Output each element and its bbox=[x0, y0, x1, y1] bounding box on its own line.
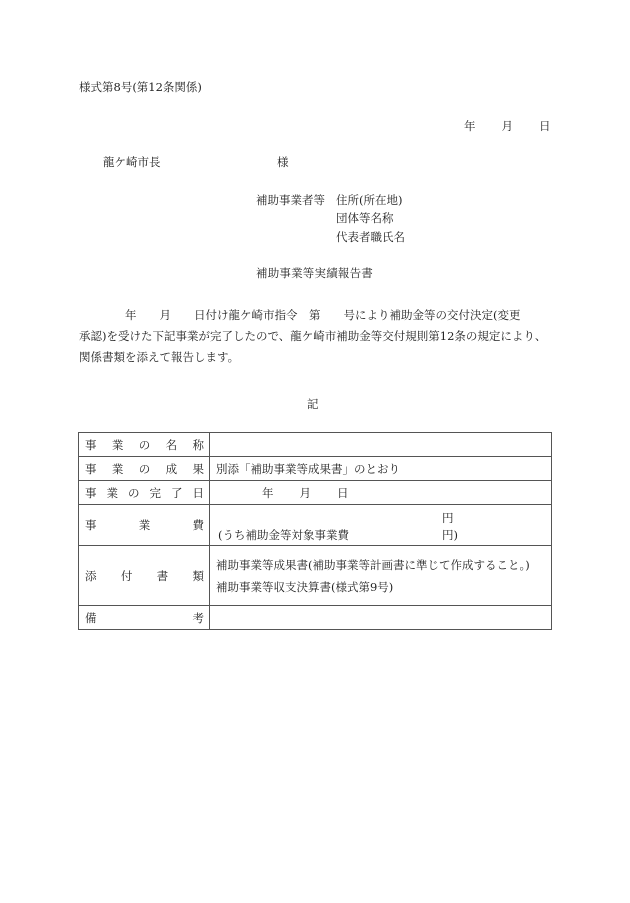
document-title: 補助事業等実績報告書 bbox=[256, 266, 373, 280]
subsidy-cost-label: (うち補助金等対象事業費 bbox=[218, 528, 349, 542]
label-char: 書 bbox=[156, 568, 169, 583]
completion-day: 日 bbox=[337, 485, 349, 500]
applicant-label: 補助事業者等 bbox=[256, 193, 325, 207]
label-char: 完 bbox=[149, 485, 161, 500]
completion-year: 年 bbox=[262, 485, 274, 500]
label-char: 業 bbox=[111, 437, 124, 452]
applicant-address-field: 住所(所在地) bbox=[336, 193, 403, 207]
subsidy-cost-yen-unit: 円) bbox=[442, 528, 458, 542]
label-char: の bbox=[128, 485, 140, 500]
date-day: 日 bbox=[539, 119, 551, 133]
table-row-remarks bbox=[79, 606, 552, 630]
value-completion-date[interactable] bbox=[210, 481, 552, 505]
label-char: 費 bbox=[192, 518, 204, 532]
label-char: 成 bbox=[165, 461, 178, 476]
label-project-name bbox=[79, 433, 210, 457]
cost-yen-unit: 円 bbox=[442, 511, 454, 525]
body-line: 関係書類を添えて報告します。 bbox=[79, 350, 240, 364]
label-char: 事 bbox=[85, 461, 97, 476]
date-year: 年 bbox=[464, 119, 476, 133]
label-attachments bbox=[79, 546, 210, 606]
report-date bbox=[464, 121, 551, 133]
label-char: 類 bbox=[192, 568, 204, 583]
label-char: 業 bbox=[138, 518, 151, 532]
value-remarks[interactable] bbox=[210, 606, 552, 630]
addressee-name: 龍ケ崎市長 bbox=[103, 155, 161, 169]
table-row-project-result bbox=[79, 457, 552, 481]
label-char: 名 bbox=[165, 437, 178, 452]
date-month: 月 bbox=[501, 119, 513, 133]
value-project-cost[interactable] bbox=[210, 505, 552, 546]
body-line: 年 月 日付け龍ケ崎市指令 第 号により補助金等の交付決定(変更 bbox=[79, 308, 521, 322]
label-project-cost bbox=[79, 505, 210, 546]
applicant-representative-field: 代表者職氏名 bbox=[336, 230, 405, 244]
label-remarks bbox=[79, 606, 210, 630]
addressee-honorific: 様 bbox=[277, 155, 289, 169]
value-project-result bbox=[210, 457, 552, 481]
label-char: 付 bbox=[120, 568, 133, 583]
table-row-completion-date bbox=[79, 481, 552, 505]
label-char: の bbox=[138, 461, 151, 476]
completion-month: 月 bbox=[299, 485, 311, 500]
label-project-result bbox=[79, 457, 210, 481]
label-char: 果 bbox=[192, 461, 204, 476]
project-result-text: 別添「補助事業等成果書」のとおり bbox=[216, 461, 400, 476]
value-attachments bbox=[210, 546, 552, 606]
body-line: 承認)を受けた下記事業が完了したので、龍ケ崎市補助金等交付規則第12条の規定により、 bbox=[79, 329, 547, 343]
label-char: 事 bbox=[85, 437, 97, 452]
attachment-item: 補助事業等成果書(補助事業等計画書に準じて作成すること。) bbox=[216, 557, 530, 572]
label-char: 添 bbox=[85, 568, 97, 583]
label-char: 業 bbox=[111, 461, 124, 476]
value-project-name[interactable] bbox=[210, 433, 552, 457]
table-row-project-cost bbox=[79, 505, 552, 546]
form-id: 様式第8号(第12条関係) bbox=[79, 80, 202, 94]
table-row-attachments bbox=[79, 546, 552, 606]
label-char: 事 bbox=[85, 485, 97, 500]
report-table bbox=[78, 432, 552, 630]
label-char: 業 bbox=[106, 485, 118, 500]
body-paragraph bbox=[79, 305, 559, 368]
label-char: 備 bbox=[85, 610, 97, 625]
label-char: の bbox=[138, 437, 151, 452]
ki-heading: 記 bbox=[307, 397, 319, 411]
applicant-org-name-field: 団体等名称 bbox=[336, 211, 394, 225]
label-char: 考 bbox=[192, 610, 204, 625]
label-char: 日 bbox=[192, 485, 204, 500]
label-char: 称 bbox=[192, 437, 204, 452]
table-row-project-name bbox=[79, 433, 552, 457]
label-char: 了 bbox=[171, 485, 183, 500]
attachment-item: 補助事業等収支決算書(様式第9号) bbox=[216, 579, 394, 594]
label-char: 事 bbox=[85, 518, 97, 532]
label-completion-date bbox=[79, 481, 210, 505]
